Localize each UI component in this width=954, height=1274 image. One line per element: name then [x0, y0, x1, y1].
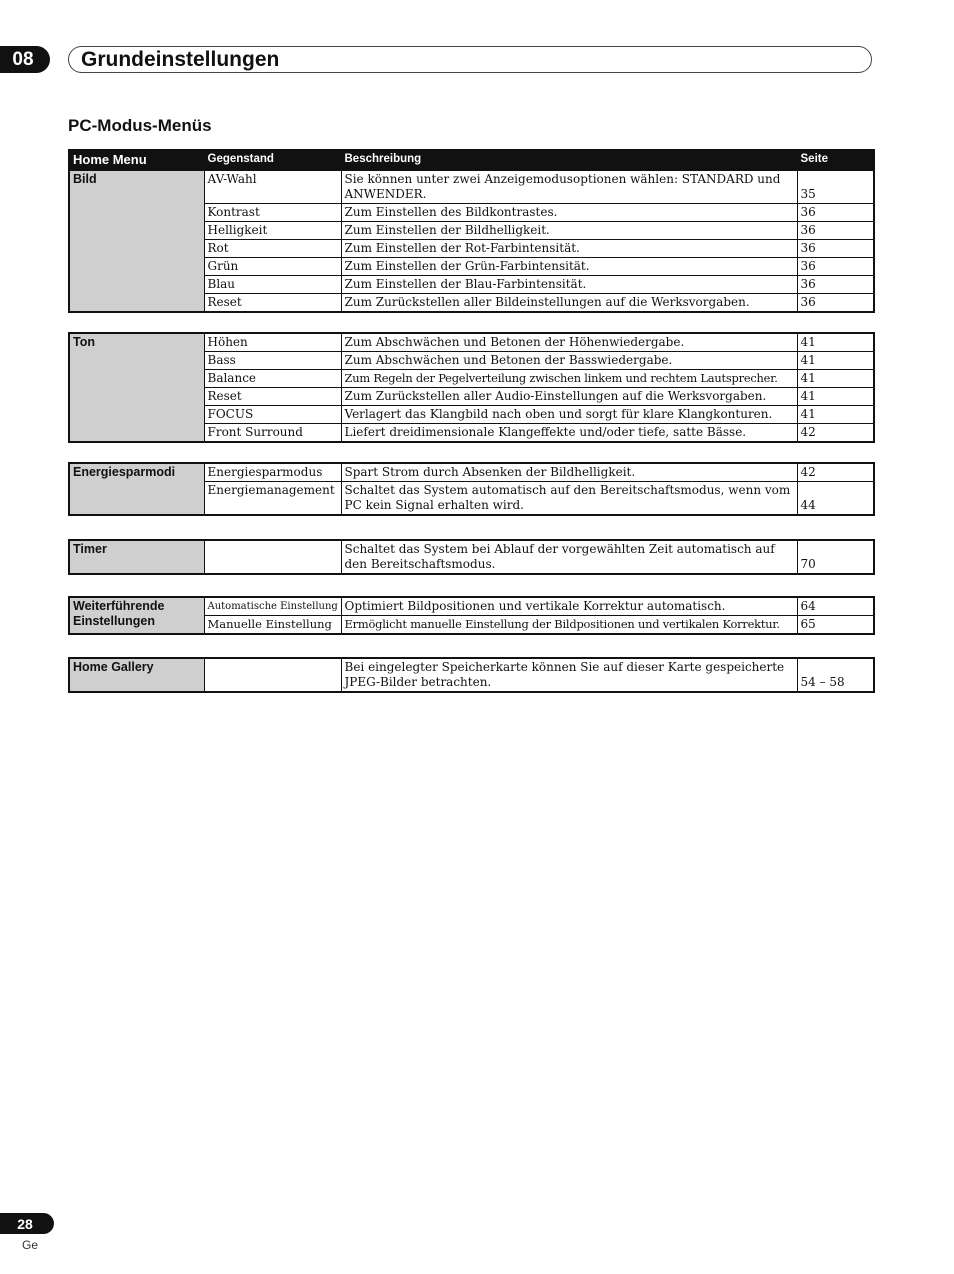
description-cell: Spart Strom durch Absenken der Bildhelligkeit.	[341, 463, 797, 482]
section-title: PC-Modus-Menüs	[68, 116, 212, 135]
page-cell: 36	[797, 222, 874, 240]
page-cell: 36	[797, 276, 874, 294]
item-cell	[204, 540, 341, 574]
menu-table-bild	[68, 149, 875, 313]
item-cell: Automatische Einstellung	[204, 597, 341, 616]
category-cell: Home Gallery	[69, 658, 204, 692]
table-row	[69, 540, 874, 574]
item-cell: FOCUS	[204, 406, 341, 424]
page-cell: 42	[797, 424, 874, 443]
page-cell: 41	[797, 370, 874, 388]
category-cell: Bild	[69, 171, 204, 313]
description-cell: Optimiert Bildpositionen und vertikale Korrektur automatisch.	[341, 597, 797, 616]
menu-table-home-gallery	[68, 657, 875, 693]
category-cell: Weiterführende Einstellungen	[69, 597, 204, 634]
header-menu: Home Menu	[69, 150, 204, 171]
category-cell: Timer	[69, 540, 204, 574]
page-cell: 41	[797, 333, 874, 352]
description-cell: Sie können unter zwei Anzeigemodusoptionen wählen: STANDARD und ANWENDER.	[341, 171, 797, 204]
page-cell: 36	[797, 240, 874, 258]
page-cell: 41	[797, 388, 874, 406]
item-cell: Manuelle Einstellung	[204, 616, 341, 635]
table-row	[69, 658, 874, 692]
item-cell: Kontrast	[204, 204, 341, 222]
page-cell: 54 – 58	[797, 658, 874, 692]
item-cell: Energiemanagement	[204, 482, 341, 516]
chapter-header	[68, 46, 872, 73]
page-cell: 70	[797, 540, 874, 574]
language-code: Ge	[22, 1238, 39, 1252]
menu-table-ton	[68, 332, 875, 443]
item-cell: Reset	[204, 388, 341, 406]
page-cell: 64	[797, 597, 874, 616]
header-page: Seite	[797, 150, 874, 171]
chapter-title: Grundeinstellungen	[81, 47, 280, 71]
table-row	[69, 597, 874, 616]
header-item: Gegenstand	[204, 150, 341, 171]
description-cell: Zum Einstellen der Rot-Farbintensität.	[341, 240, 797, 258]
description-cell: Zum Einstellen der Blau-Farbintensität.	[341, 276, 797, 294]
item-cell: AV-Wahl	[204, 171, 341, 204]
description-cell: Zum Abschwächen und Betonen der Basswiedergabe.	[341, 352, 797, 370]
page-cell: 41	[797, 352, 874, 370]
description-cell: Schaltet das System bei Ablauf der vorgewählten Zeit automatisch auf den Bereitschaftsmodus.	[341, 540, 797, 574]
description-cell: Schaltet das System automatisch auf den Bereitschaftsmodus, wenn vom PC kein Signal erhalten wird.	[341, 482, 797, 516]
item-cell: Front Surround	[204, 424, 341, 443]
description-cell: Ermöglicht manuelle Einstellung der Bildpositionen und vertikalen Korrektur.	[341, 616, 797, 635]
page-cell: 65	[797, 616, 874, 635]
description-cell: Zum Einstellen des Bildkontrastes.	[341, 204, 797, 222]
menu-table-timer	[68, 539, 875, 575]
page-cell: 36	[797, 204, 874, 222]
item-cell: Blau	[204, 276, 341, 294]
item-cell: Reset	[204, 294, 341, 313]
description-cell: Zum Zurückstellen aller Bildeinstellungen auf die Werksvorgaben.	[341, 294, 797, 313]
description-cell: Zum Regeln der Pegelverteilung zwischen linkem und rechtem Lautsprecher.	[341, 370, 797, 388]
item-cell: Rot	[204, 240, 341, 258]
page-number-badge: 28	[0, 1213, 54, 1234]
description-cell: Verlagert das Klangbild nach oben und sorgt für klare Klangkonturen.	[341, 406, 797, 424]
table-row	[69, 333, 874, 352]
item-cell: Helligkeit	[204, 222, 341, 240]
page-cell: 36	[797, 294, 874, 313]
description-cell: Zum Einstellen der Bildhelligkeit.	[341, 222, 797, 240]
page-cell: 36	[797, 258, 874, 276]
chapter-number-badge: 08	[0, 46, 50, 73]
page-cell: 41	[797, 406, 874, 424]
item-cell: Höhen	[204, 333, 341, 352]
description-cell: Zum Abschwächen und Betonen der Höhenwiedergabe.	[341, 333, 797, 352]
item-cell: Balance	[204, 370, 341, 388]
table-row	[69, 171, 874, 204]
header-description: Beschreibung	[341, 150, 797, 171]
table-row	[69, 463, 874, 482]
description-cell: Zum Zurückstellen aller Audio-Einstellungen auf die Werksvorgaben.	[341, 388, 797, 406]
item-cell: Grün	[204, 258, 341, 276]
item-cell	[204, 658, 341, 692]
category-cell: Energiesparmodi	[69, 463, 204, 515]
category-cell: Ton	[69, 333, 204, 442]
table-header-row	[69, 150, 874, 171]
menu-table-weiterfuehrende-einstellungen	[68, 596, 875, 635]
item-cell: Energiesparmodus	[204, 463, 341, 482]
page-cell: 35	[797, 171, 874, 204]
page-cell: 42	[797, 463, 874, 482]
description-cell: Liefert dreidimensionale Klangeffekte und/oder tiefe, satte Bässe.	[341, 424, 797, 443]
description-cell: Bei eingelegter Speicherkarte können Sie auf dieser Karte gespeicherte JPEG-Bilder betrachten.	[341, 658, 797, 692]
description-cell: Zum Einstellen der Grün-Farbintensität.	[341, 258, 797, 276]
page-cell: 44	[797, 482, 874, 516]
menu-table-energiesparmodi	[68, 462, 875, 516]
item-cell: Bass	[204, 352, 341, 370]
